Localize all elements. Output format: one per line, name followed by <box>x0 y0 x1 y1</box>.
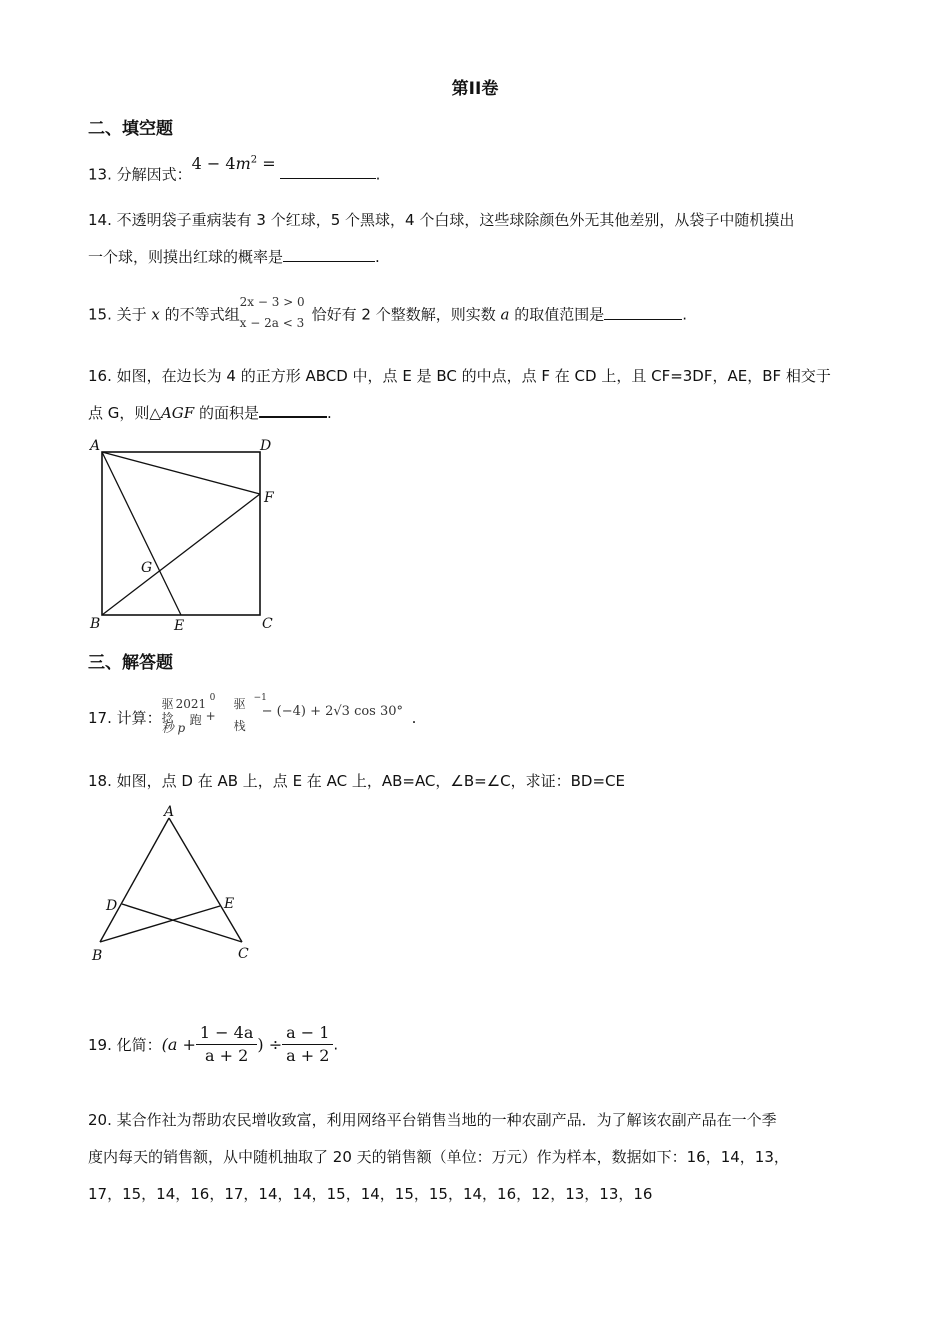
question-15: 15. 关于 x 的不等式组 2x − 3 > 0 x − 2a < 3 恰好有 2 个整数解，则实数 a 的取值范围是 . <box>88 296 868 334</box>
question-20-line-3: 17，15，14，16，17，14，14，15，14，15，15，14，16，12，13，13，16 <box>88 1185 653 1203</box>
label-b: B <box>90 616 101 632</box>
label-c: C <box>238 946 249 962</box>
label-e: E <box>174 618 185 634</box>
segment-bf <box>102 494 260 615</box>
section-heading-fill-in: 二、填空题 <box>88 119 173 139</box>
label-a: A <box>164 804 175 820</box>
page-title: 第II卷 <box>451 79 499 99</box>
question-17: 17. 计算： 驱 2021 0 捻 跑 + 秒 p 驱 −1 栈 − (−4) + 2√3 cos 30° . <box>88 693 417 735</box>
question-20-line-1: 20. 某合作社为帮助农民增收致富，利用网络平台销售当地的一种农副产品．为了解该农副产品在一个季 <box>88 1111 777 1129</box>
label-a: A <box>90 438 101 454</box>
q19-fraction-1: $\frac{1 - 4a}{a + 2}$ <box>196 1022 257 1067</box>
label-e: E <box>224 896 235 912</box>
question-18: 18. 如图，点 D 在 AB 上，点 E 在 AC 上，AB=AC，∠B=∠C，求证：BD=CE <box>88 772 625 790</box>
q13-answer-blank[interactable] <box>280 163 376 180</box>
q13-prefix: 13. 分解因式： <box>88 165 192 184</box>
label-c: C <box>262 616 273 632</box>
q17-expression: 驱 2021 0 捻 跑 + 秒 p 驱 −1 栈 − (−4) + 2√3 cos 30° <box>161 693 404 735</box>
section-heading-answer: 三、解答题 <box>88 653 173 673</box>
q15-answer-blank[interactable] <box>604 303 682 320</box>
label-f: F <box>264 490 274 506</box>
q15-inequality-1: 2x − 3 > 0 <box>239 295 305 309</box>
question-14-line-2: 一个球，则摸出红球的概率是 . <box>88 239 868 276</box>
segment-af <box>102 452 260 494</box>
label-g: G <box>141 560 153 576</box>
question-14-line-1: 14. 不透明袋子重病装有 3 个红球，5 个黑球，4 个白球，这些球除颜色外无其他差别，从袋子中随机摸出 <box>88 211 795 229</box>
q13-expression: $4 - 4m^2$ = <box>191 154 276 174</box>
q15-inequality-2: x − 2a < 3 <box>239 316 305 330</box>
segment-ac <box>169 818 242 942</box>
label-b: B <box>92 948 103 964</box>
segment-ae <box>102 452 181 615</box>
label-d: D <box>106 898 118 914</box>
question-19: 19. 化简：(a + $\frac{1 - 4a}{a + 2}$ ) ÷ $\frac{a - 1}{a + 2}$ . <box>88 1023 339 1065</box>
q14-answer-blank[interactable] <box>283 245 375 262</box>
question-16-line-1: 16. 如图，在边长为 4 的正方形 ABCD 中，点 E 是 BC 的中点，点 F 在 CD 上，且 CF=3DF，AE，BF 相交于 <box>88 367 831 385</box>
question-13: 13. 分解因式：$4 - 4m^2$ =. <box>88 154 381 184</box>
label-d: D <box>260 438 272 454</box>
segment-be <box>100 906 220 942</box>
question-20-line-2: 度内每天的销售额，从中随机抽取了 20 天的销售额（单位：万元）作为样本，数据如下：16，14，13， <box>88 1148 789 1166</box>
question-16-line-2: 点 G，则△AGF 的面积是 . <box>88 395 868 432</box>
q16-square-figure <box>84 432 284 637</box>
segment-ab <box>100 818 169 942</box>
q18-triangle-figure <box>86 800 266 970</box>
q19-fraction-2: $\frac{a - 1}{a + 2}$ <box>282 1022 333 1067</box>
q16-answer-blank[interactable] <box>259 400 327 418</box>
q15-inequality-system <box>240 296 312 334</box>
square-abcd <box>102 452 260 615</box>
